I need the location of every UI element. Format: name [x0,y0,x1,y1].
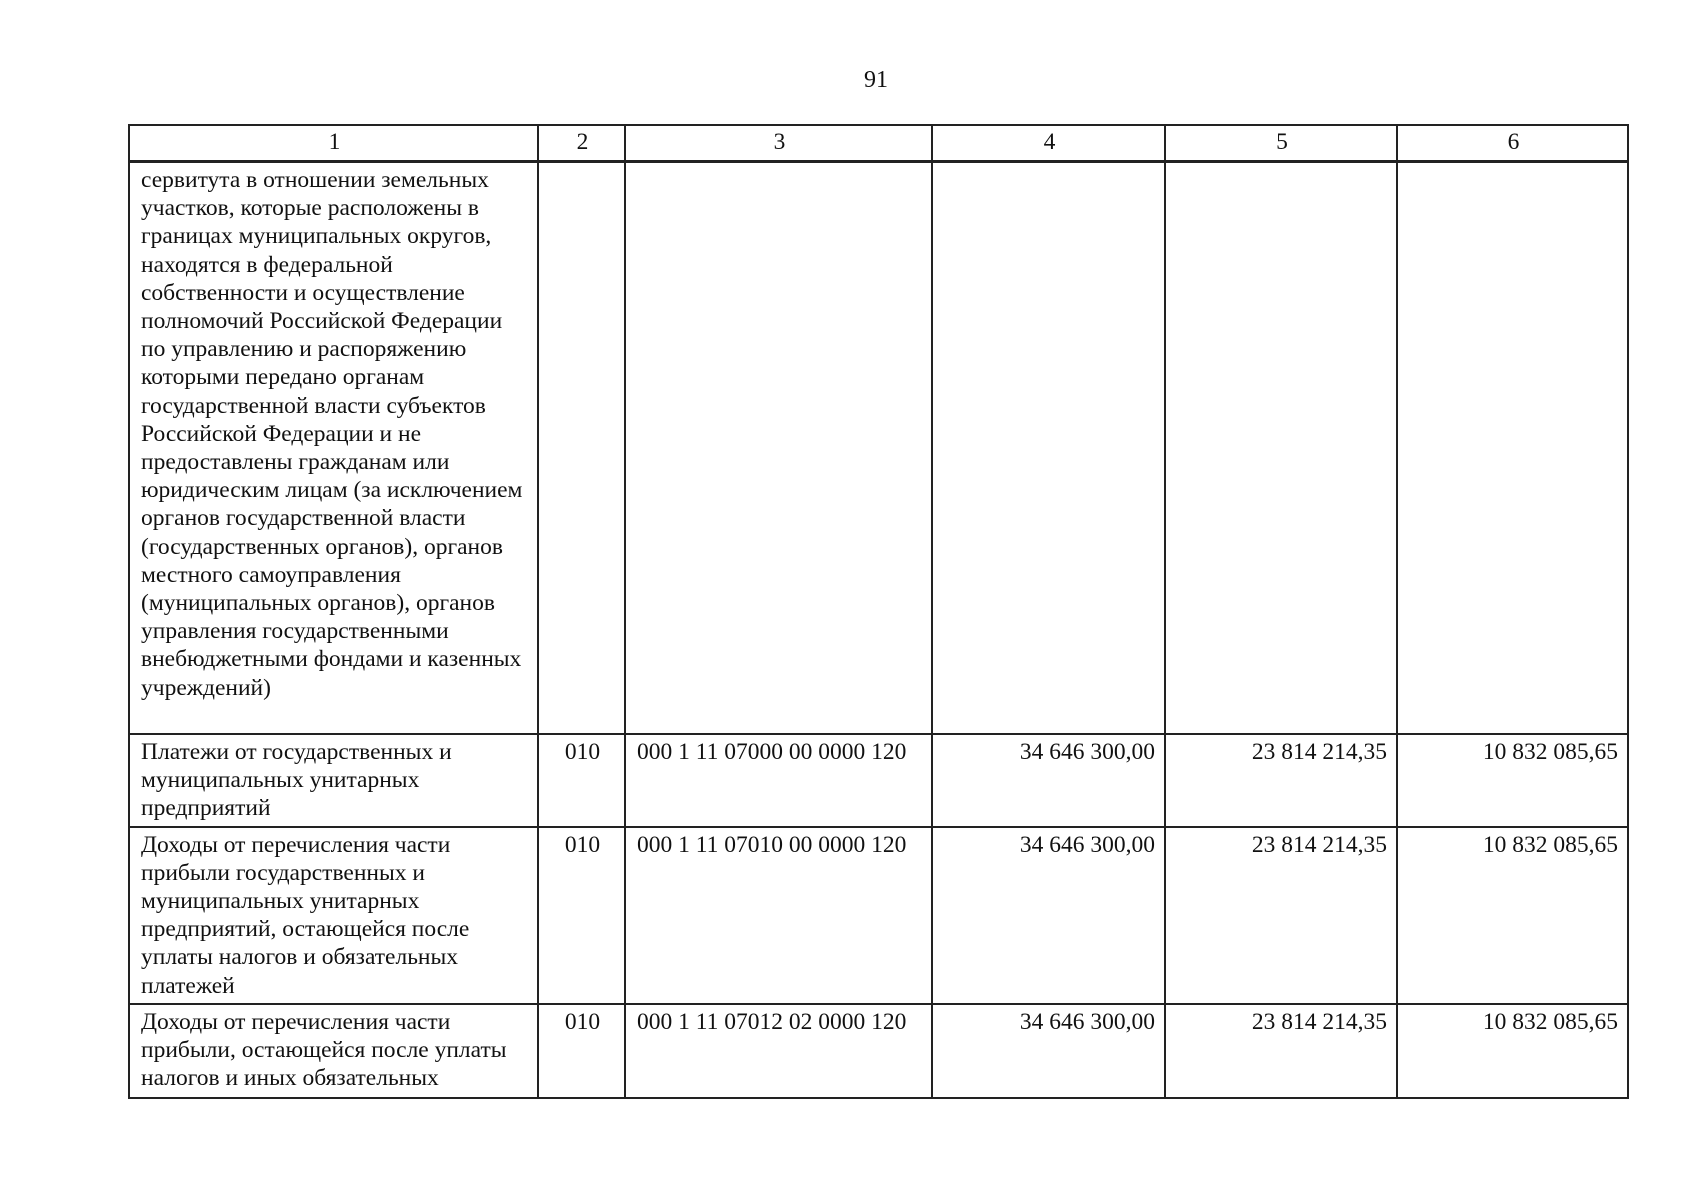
column-header-3: 3 [625,125,932,162]
column-header-4: 4 [932,125,1165,162]
budget-table [128,124,1629,1099]
column-header-2: 2 [538,125,625,162]
row-kbk-cell: 000 1 11 07000 00 0000 120 [625,734,932,827]
row-name-cell: Доходы от перечисления части прибыли государственных и муниципальных унитарных предприятий, остающейся после уплаты налогов и обязательных платежей [129,827,538,1004]
row-kbk-cell: 000 1 11 07012 02 0000 120 [625,1004,932,1098]
table-row [129,1004,1628,1098]
table-row [129,827,1628,1004]
row-plan-cell: 34 646 300,00 [932,827,1165,1004]
page-number: 91 [864,67,888,93]
column-header-6: 6 [1397,125,1628,162]
table-row [129,734,1628,827]
row-code-cell: 010 [538,734,625,827]
row-executed-cell: 23 814 214,35 [1165,1004,1397,1098]
table-row [129,162,1628,735]
row-code-cell: 010 [538,827,625,1004]
row-name-cell: Доходы от перечисления части прибыли, остающейся после уплаты налогов и иных обязательных [129,1004,538,1098]
table-header-row [129,125,1628,162]
row-plan-cell [932,162,1165,735]
row-executed-cell: 23 814 214,35 [1165,827,1397,1004]
row-code-cell [538,162,625,735]
row-remaining-cell: 10 832 085,65 [1397,734,1628,827]
column-header-5: 5 [1165,125,1397,162]
row-kbk-cell: 000 1 11 07010 00 0000 120 [625,827,932,1004]
row-remaining-cell: 10 832 085,65 [1397,827,1628,1004]
column-header-1: 1 [129,125,538,162]
row-name-cell: сервитута в отношении земельных участков, которые расположены в границах муниципальных округов, находятся в федеральной собственности и осуществление полномочий Российской Федерации по управлению и распоряжению которыми передано органам государственной власти субъектов Российской Федерации и не предоставлены гражданам или юридическим лицам (за исключением органов государственной власти (государственных органов), органов местного самоуправления (муниципальных органов), органов управления государственными внебюджетными фондами и казенных учреждений) [129,162,538,735]
row-executed-cell [1165,162,1397,735]
row-code-cell: 010 [538,1004,625,1098]
row-kbk-cell [625,162,932,735]
row-remaining-cell [1397,162,1628,735]
row-plan-cell: 34 646 300,00 [932,1004,1165,1098]
row-executed-cell: 23 814 214,35 [1165,734,1397,827]
row-name-cell: Платежи от государственных и муниципальных унитарных предприятий [129,734,538,827]
row-remaining-cell: 10 832 085,65 [1397,1004,1628,1098]
row-plan-cell: 34 646 300,00 [932,734,1165,827]
